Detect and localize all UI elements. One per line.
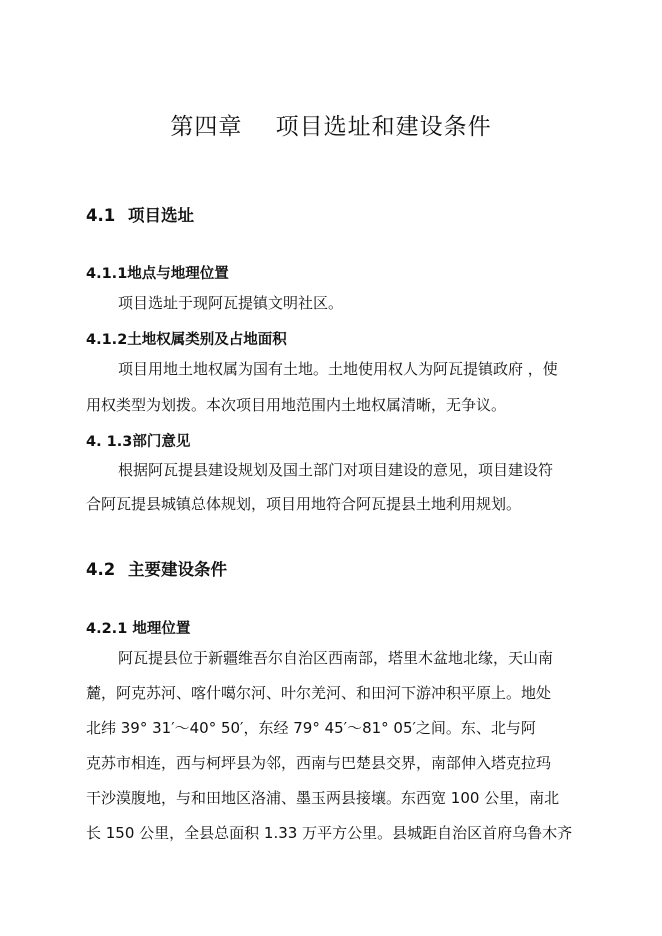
subsection-heading-4-2-1: 4.2.1 地理位置 — [86, 621, 191, 637]
section-title: 主要建设条件 — [128, 560, 227, 579]
paragraph-line: 根据阿瓦提县建设规划及国土部门对项目建设的意见，项目建设符 — [118, 461, 554, 479]
subsection-heading-4-1-2: 4.1.2土地权属类别及占地面积 — [86, 332, 287, 348]
subsection-heading-4-1-3: 4. 1.3部门意见 — [86, 434, 191, 450]
section-title: 项目选址 — [128, 206, 194, 225]
paragraph-line: 阿瓦提县位于新疆维吾尔自治区西南部，塔里木盆地北缘，天山南 — [118, 649, 554, 667]
paragraph-line: 干沙漠腹地，与和田地区洛浦、墨玉两县接壤。东西宽 100 公里，南北 — [86, 789, 560, 807]
section-heading-4-1 — [86, 202, 194, 226]
subsection-heading-4-1-1: 4.1.1地点与地理位置 — [86, 266, 229, 282]
paragraph-line: 项目选址于现阿瓦提镇文明社区。 — [118, 294, 344, 312]
section-number: 4.1 — [86, 206, 116, 225]
paragraph-line: 长 150 公里，全县总面积 1.33 万平方公里。县城距自治区首府乌鲁木齐 — [86, 824, 573, 842]
section-number: 4.2 — [86, 560, 116, 579]
section-heading-4-2 — [86, 556, 227, 580]
paragraph-line: 麓，阿克苏河、喀什噶尔河、叶尔羌河、和田河下游冲积平原上。地处 — [86, 684, 552, 702]
paragraph-line: 克苏市相连，西与柯坪县为邻，西南与巴楚县交界，南部伸入塔克拉玛 — [86, 754, 552, 772]
chapter-title: 第四章 项目选址和建设条件 — [170, 114, 492, 140]
paragraph-line: 北纬 39° 31′～40° 50′，东经 79° 45′～81° 05′之间。东、北与阿 — [86, 719, 536, 737]
paragraph-line: 项目用地土地权属为国有土地。土地使用权人为阿瓦提镇政府 ，使 — [118, 360, 558, 378]
paragraph-line: 合阿瓦提县城镇总体规划，项目用地符合阿瓦提县土地利用规划。 — [86, 495, 522, 513]
paragraph-line: 用权类型为划拨。本次项目用地范围内土地权属清晰，无争议。 — [86, 396, 507, 414]
